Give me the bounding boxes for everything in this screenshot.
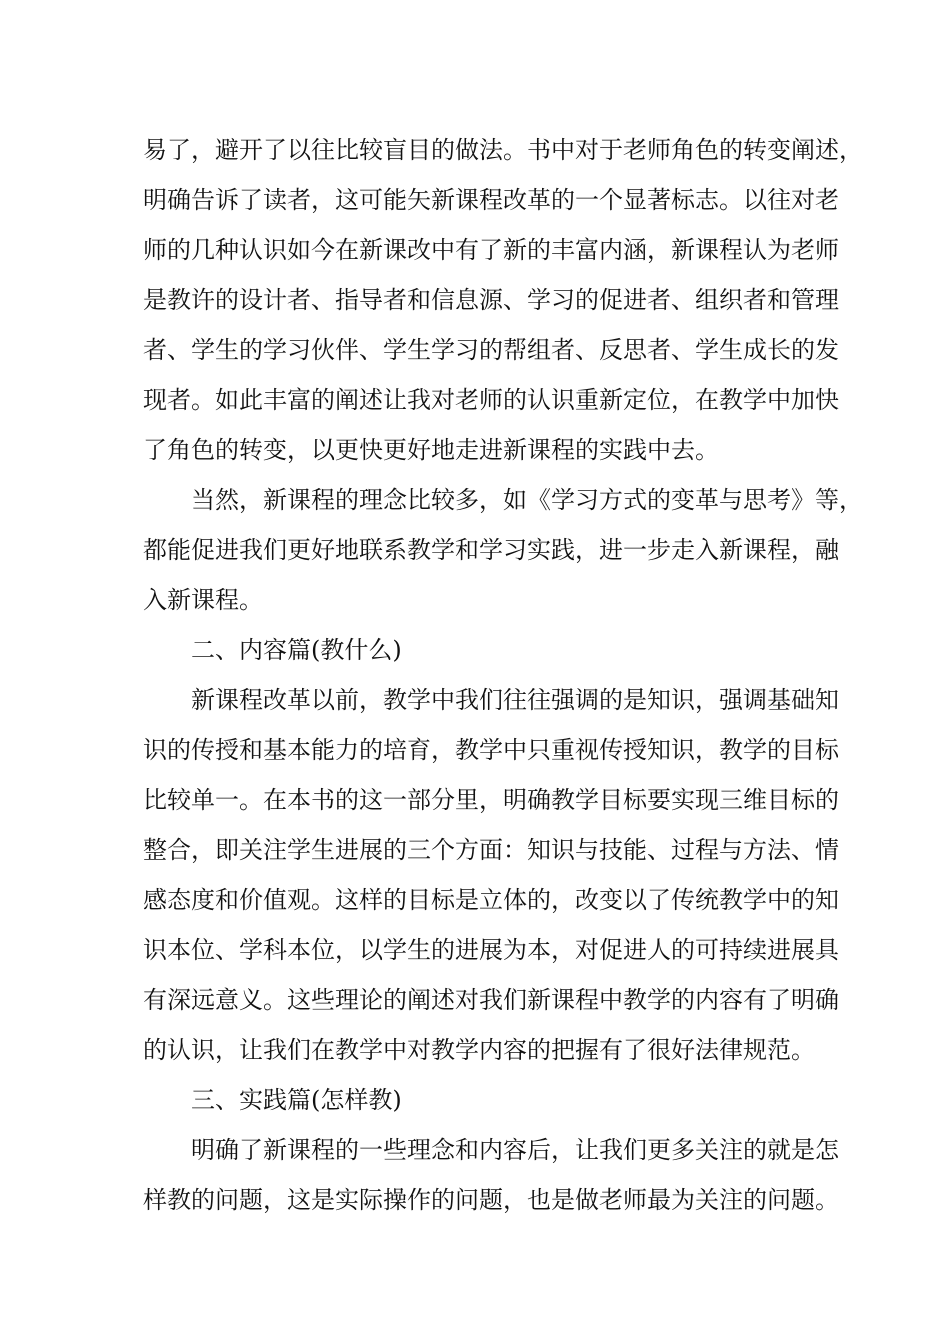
paragraph-3-line-7: 有深远意义。这些理论的阐述对我们新课程中教学的内容有了明确	[143, 986, 839, 1014]
paragraph-1-line-3: 师的几种认识如今在新课改中有了新的丰富内涵，新课程认为老师	[143, 236, 839, 264]
paragraph-3-line-5: 感态度和价值观。这样的目标是立体的，改变以了传统教学中的知	[143, 886, 839, 914]
paragraph-3-line-3: 比较单一。在本书的这一部分里，明确教学目标要实现三维目标的	[143, 786, 839, 814]
section-heading-practice: 三、实践篇(怎样教)	[191, 1086, 402, 1114]
paragraph-2-line-1: 当然，新课程的理念比较多，如《学习方式的变革与思考》等，	[191, 486, 863, 514]
paragraph-3-line-1: 新课程改革以前，教学中我们往往强调的是知识，强调基础知	[191, 686, 839, 714]
paragraph-3-line-2: 识的传授和基本能力的培育，教学中只重视传授知识，教学的目标	[143, 736, 839, 764]
section-heading-content: 二、内容篇(教什么)	[191, 636, 402, 664]
paragraph-2-line-2: 都能促进我们更好地联系教学和学习实践，进一步走入新课程，融	[143, 536, 839, 564]
paragraph-3-line-4: 整合，即关注学生进展的三个方面：知识与技能、过程与方法、情	[143, 836, 839, 864]
paragraph-4-line-1: 明确了新课程的一些理念和内容后，让我们更多关注的就是怎	[191, 1136, 839, 1164]
paragraph-3-line-6: 识本位、学科本位，以学生的进展为本，对促进人的可持续进展具	[143, 936, 839, 964]
paragraph-1-line-5: 者、学生的学习伙伴、学生学习的帮组者、反思者、学生成长的发	[143, 336, 839, 364]
paragraph-1-line-2: 明确告诉了读者，这可能矢新课程改革的一个显著标志。以往对老	[143, 186, 839, 214]
paragraph-1-line-1: 易了，避开了以往比较盲目的做法。书中对于老师角色的转变阐述，	[143, 136, 863, 164]
paragraph-1-line-7: 了角色的转变，以更快更好地走进新课程的实践中去。	[143, 436, 719, 464]
paragraph-4-line-2: 样教的问题，这是实际操作的问题，也是做老师最为关注的问题。	[143, 1186, 839, 1214]
paragraph-2-line-3: 入新课程。	[143, 586, 263, 614]
paragraph-3-line-8: 的认识，让我们在教学中对教学内容的把握有了很好法律规范。	[143, 1036, 815, 1064]
paragraph-1-line-6: 现者。如此丰富的阐述让我对老师的认识重新定位，在教学中加快	[143, 386, 839, 414]
paragraph-1-line-4: 是教许的设计者、指导者和信息源、学习的促进者、组织者和管理	[143, 286, 839, 314]
